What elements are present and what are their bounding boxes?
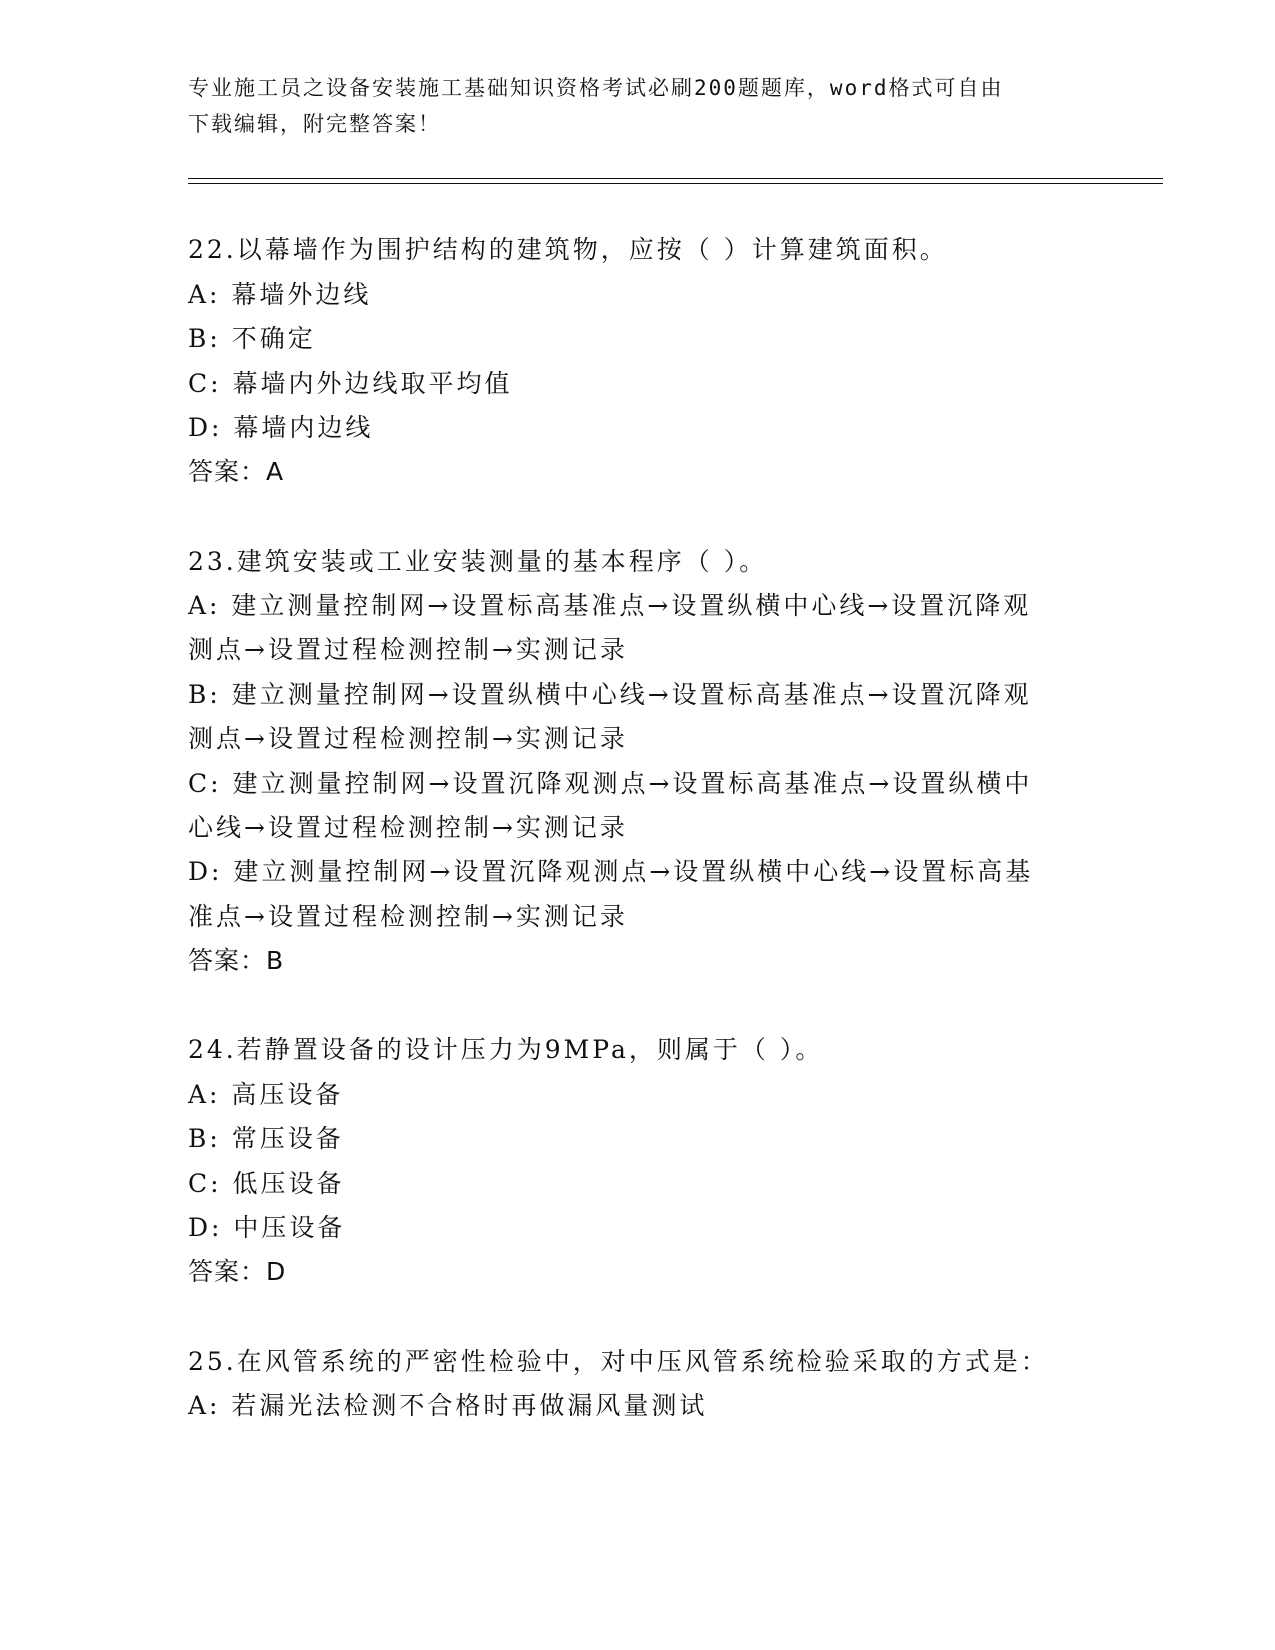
question-22-stem: 22.以幕墙作为围护结构的建筑物，应按（ ）计算建筑面积。 [188,235,948,264]
question-22-option-a: A: 幕墙外边线 [188,280,372,309]
question-23-option-d-cont: 准点→设置过程检测控制→实测记录 [188,902,628,931]
document-header [188,70,1088,142]
question-22-option-b: B: 不确定 [188,324,316,353]
header-divider-bottom [188,183,1163,184]
question-24-option-a: A: 高压设备 [188,1080,344,1109]
header-divider-top [188,178,1163,179]
question-23-option-c-cont: 心线→设置过程检测控制→实测记录 [188,813,628,842]
question-22-option-c: C: 幕墙内外边线取平均值 [188,369,513,398]
question-23-option-a-cont: 测点→设置过程检测控制→实测记录 [188,635,628,664]
question-24-option-d: D: 中压设备 [188,1213,346,1242]
question-23-option-a: A: 建立测量控制网→设置标高基准点→设置纵横中心线→设置沉降观 [188,591,1032,620]
question-23-stem: 23.建筑安装或工业安装测量的基本程序（ ）。 [188,547,768,576]
header-line-1: 专业施工员之设备安装施工基础知识资格考试必刷200题题库，word格式可自由 [188,76,1004,100]
question-25-stem: 25.在风管系统的严密性检验中，对中压风管系统检验采取的方式是： [188,1347,1049,1376]
question-24-answer: 答案：D [188,1257,287,1286]
question-25-option-a: A: 若漏光法检测不合格时再做漏风量测试 [188,1391,708,1420]
question-24-option-b: B: 常压设备 [188,1124,344,1153]
question-24-option-c: C: 低压设备 [188,1169,345,1198]
header-line-2: 下载编辑，附完整答案！ [188,112,441,136]
question-24-stem: 24.若静置设备的设计压力为9MPa，则属于（ ）。 [188,1035,824,1064]
question-22-option-d: D: 幕墙内边线 [188,413,374,442]
question-23-answer: 答案：B [188,946,285,975]
question-23-option-b-cont: 测点→设置过程检测控制→实测记录 [188,724,628,753]
question-23-option-b: B: 建立测量控制网→设置纵横中心线→设置标高基准点→设置沉降观 [188,680,1032,709]
question-23-option-c: C: 建立测量控制网→设置沉降观测点→设置标高基准点→设置纵横中 [188,769,1033,798]
question-22-answer: 答案：A [188,457,285,486]
question-23-option-d: D: 建立测量控制网→设置沉降观测点→设置纵横中心线→设置标高基 [188,857,1034,886]
